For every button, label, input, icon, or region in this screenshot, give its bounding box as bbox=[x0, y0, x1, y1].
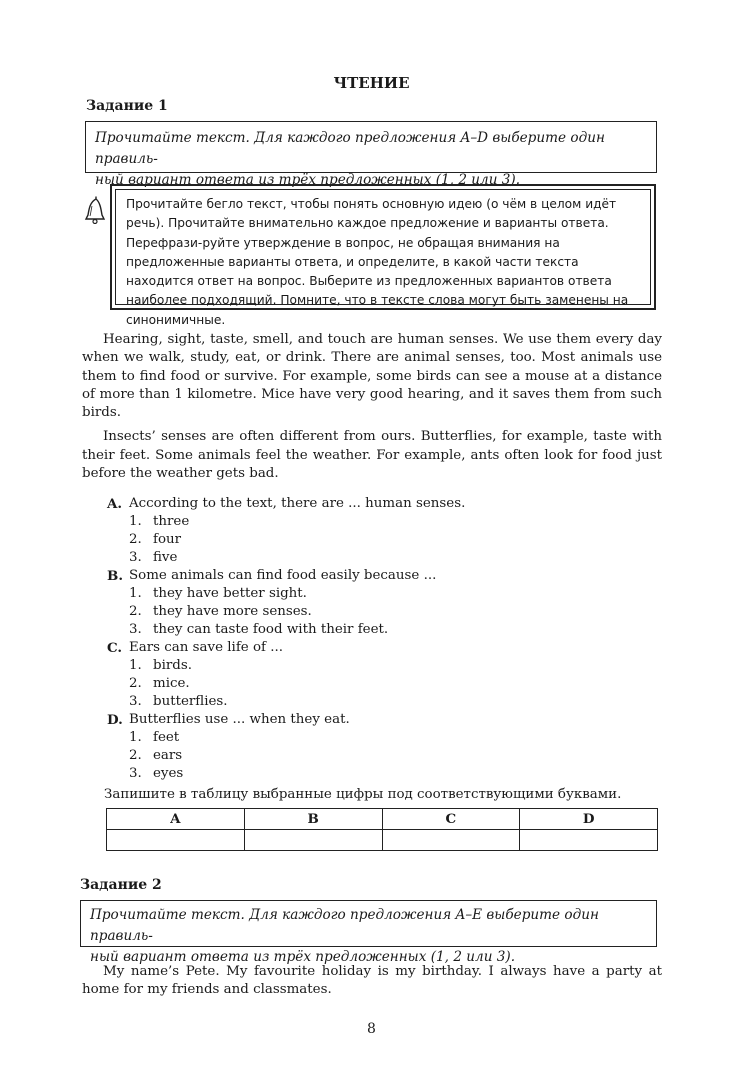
answer-header-a: A bbox=[107, 809, 245, 830]
option-b2[interactable]: 2. they have more senses. bbox=[129, 604, 312, 619]
answer-table-header-row bbox=[107, 809, 658, 830]
option-d2[interactable]: 2. ears bbox=[129, 748, 183, 763]
answer-cell-b[interactable] bbox=[244, 830, 382, 851]
table-instruction: Запишите в таблицу выбранные цифры под соответствующими буквами. bbox=[104, 787, 622, 802]
option-d3[interactable]: 3. eyes bbox=[129, 766, 184, 781]
answer-table bbox=[106, 808, 658, 851]
task1-instruction-box bbox=[85, 121, 657, 188]
page-number: 8 bbox=[367, 1021, 376, 1037]
task2-paragraph-1: My name’s Pete. My favourite holiday is my birthday. I always have a party at home for my friends and classmates. bbox=[82, 964, 662, 998]
answer-cell-a[interactable] bbox=[107, 830, 245, 851]
task2-reading-text bbox=[82, 963, 662, 1000]
task2-instruction-line2: ный вариант ответа из трёх предложенных (1, 2 или 3). bbox=[90, 949, 516, 965]
option-c3[interactable]: 3. butterflies. bbox=[129, 694, 228, 709]
option-b3[interactable]: 3. they can taste food with their feet. bbox=[129, 622, 389, 637]
question-c: C. Ears can save life of ... bbox=[107, 640, 283, 656]
option-a2[interactable]: 2. four bbox=[129, 532, 182, 547]
task1-questions bbox=[107, 495, 647, 783]
section-title: ЧТЕНИЕ bbox=[333, 74, 410, 92]
tip-box bbox=[110, 184, 656, 327]
answer-header-d: D bbox=[520, 809, 658, 830]
task1-instruction-line1: Прочитайте текст. Для каждого предложения A–D выберите один правиль- bbox=[95, 130, 605, 167]
question-a: A. According to the text, there are ... human senses. bbox=[107, 496, 466, 512]
task2-heading: Задание 2 bbox=[80, 877, 162, 893]
answer-cell-d[interactable] bbox=[520, 830, 658, 851]
question-b: B. Some animals can find food easily because ... bbox=[107, 568, 437, 584]
task1-heading: Задание 1 bbox=[86, 98, 168, 114]
task1-reading-text bbox=[82, 331, 662, 483]
option-c2[interactable]: 2. mice. bbox=[129, 676, 190, 691]
task1-paragraph-1: Hearing, sight, taste, smell, and touch are human senses. We use them every day when we walk, study, eat, or drink. There are animal senses, too. Most animals use them to find food or survive. For example, some birds can see a mouse at a distance of more than 1 kilometre. Mice have very good hearing, and it saves them from such birds. bbox=[82, 332, 662, 421]
task1-instruction-line2: ный вариант ответа из трёх предложенных (1, 2 или 3). bbox=[95, 172, 521, 188]
task1-paragraph-2: Insects’ senses are often different from ours. Butterflies, for example, taste with their feet. Some animals feel the weather. For example, ants often look for food just before the weather gets bad. bbox=[82, 429, 662, 482]
bell-icon bbox=[84, 196, 108, 224]
task2-instruction-box bbox=[80, 900, 657, 965]
option-a1[interactable]: 1. three bbox=[129, 514, 190, 529]
task2-instruction-line1: Прочитайте текст. Для каждого предложения A–E выберите один правиль- bbox=[90, 907, 599, 944]
option-a3[interactable]: 3. five bbox=[129, 550, 178, 565]
option-b1[interactable]: 1. they have better sight. bbox=[129, 586, 307, 601]
option-c1[interactable]: 1. birds. bbox=[129, 658, 192, 673]
answer-cell-c[interactable] bbox=[382, 830, 520, 851]
answer-table-input-row bbox=[107, 830, 658, 851]
answer-header-c: C bbox=[382, 809, 520, 830]
question-d: D. Butterflies use ... when they eat. bbox=[107, 712, 350, 728]
option-d1[interactable]: 1. feet bbox=[129, 730, 180, 745]
tip-text: Прочитайте бегло текст, чтобы понять основную идею (о чём в целом идёт речь). Прочитайте внимательно каждое предложение и варианты ответа. Перефрази-руйте утверждение в вопрос, не обращая внимания на предложенные варианты ответа, и определите, в какой части текста находится ответ на вопрос. Выберите из предложенных вариантов ответа наиболее подходящий. Помните, что в тексте слова могут быть заменены на синонимичные. bbox=[115, 189, 651, 305]
answer-header-b: B bbox=[244, 809, 382, 830]
